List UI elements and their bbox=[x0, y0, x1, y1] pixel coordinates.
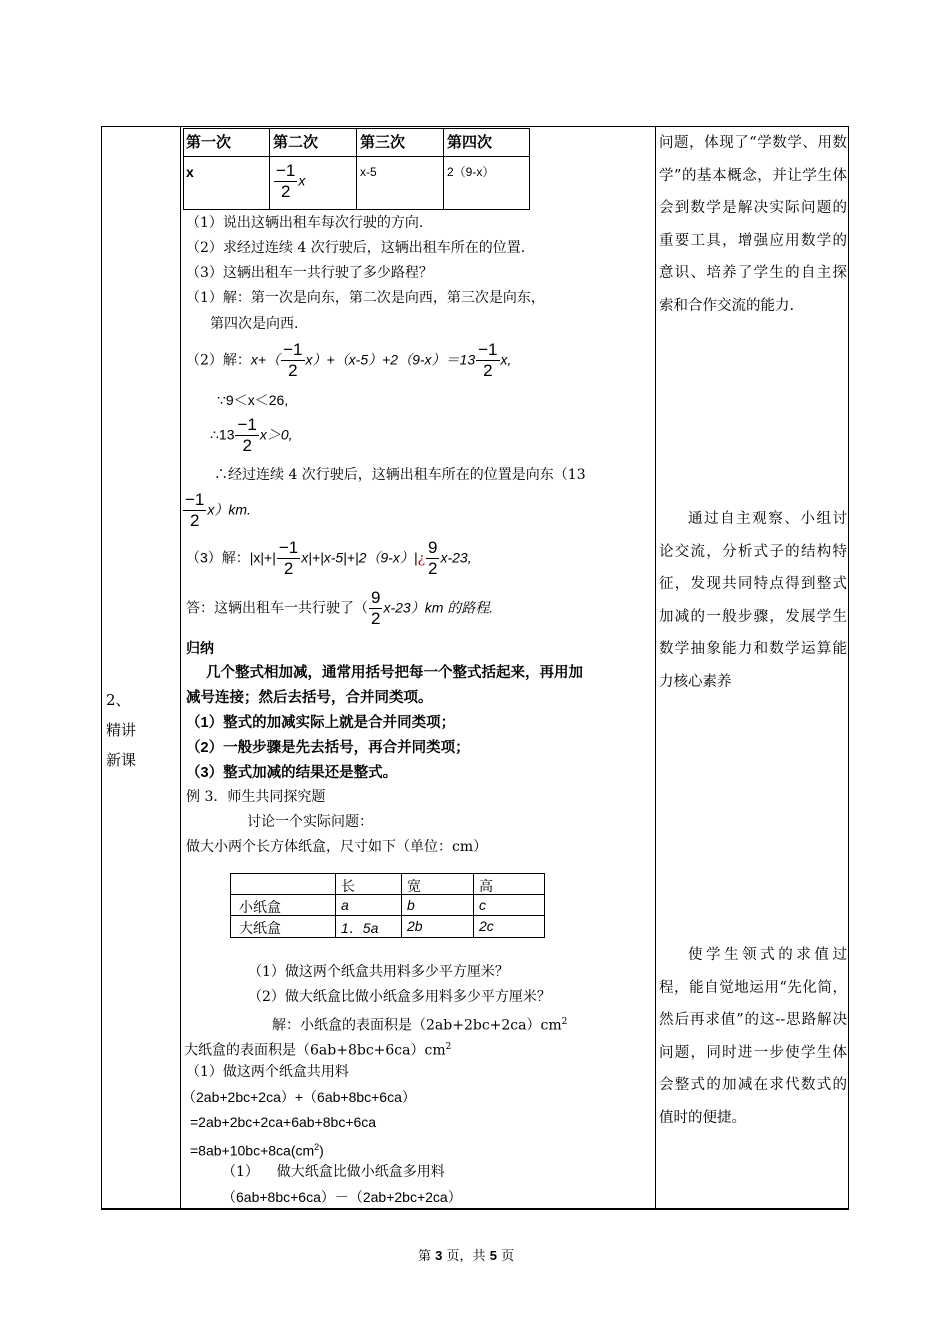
example3-discuss: 讨论一个实际问题： bbox=[247, 814, 373, 830]
example3-q2: （2）做大纸盒比做小纸盒多用料多少平方厘米？ bbox=[248, 989, 551, 1005]
example3-expr4: （6ab+8bc+6ca）－（2ab+2bc+2ca） bbox=[222, 1189, 462, 1205]
example3-q1: （1）做这两个纸盒共用料多少平方厘米？ bbox=[248, 964, 509, 980]
section-number: 2、 bbox=[106, 691, 131, 709]
example3-part2: （1） 做大纸盒比做小纸盒多用料 bbox=[222, 1164, 445, 1180]
solution-3: （3）解：|x|+| $\frac{-1}{2}$ x|+|x-5|+|2（9-x）|¿ $\frac{9}{2}$ x-23, bbox=[186, 538, 472, 578]
dim-header-width: 宽 bbox=[407, 879, 421, 895]
example3-expr3: $=8ab+10bc+8ca(cm^2)$ bbox=[190, 1142, 324, 1159]
summary-p1a: 几个整式相加减，通常用括号把每一个整式括起来，再用加 bbox=[206, 665, 583, 681]
summary-p2: （1）整式的加减实际上就是合并同类项； bbox=[186, 715, 456, 731]
question-2: （2）求经过连续 4 次行驶后，这辆出租车所在的位置. bbox=[186, 240, 526, 256]
question-1: （1）说出这辆出租车每次行驶的方向. bbox=[186, 215, 424, 231]
outer-table-left bbox=[101, 126, 102, 1210]
answer-line: 答：这辆出租车一共行驶了（ $\frac{9}{2}$ x-23）km 的路程. bbox=[186, 588, 494, 628]
page-footer: 第 3 页，共 5 页 bbox=[418, 1248, 515, 1264]
dim-row2-a: 1．5a bbox=[341, 920, 379, 936]
dim-row2-b: 2b bbox=[407, 918, 423, 934]
summary-p1b: 减号连接；然后去括号，合并同类项。 bbox=[186, 690, 433, 706]
example3-part1: （1）做这两个纸盒共用料 bbox=[186, 1064, 349, 1080]
top-table-cell-2: $\frac{-1}{2}$ x bbox=[276, 161, 306, 201]
right-note-1: 问题，体现了“学数学、用数学”的基本概念，并让学生体会到数学是解决实际问题的重要工具，增强应用数学的意识、培养了学生的自主探索和合作交流的能力. bbox=[659, 135, 847, 314]
summary-title: 归纳 bbox=[186, 640, 214, 656]
right-note-2: 通过自主观察、小组讨论交流，分析式子的结构特征，发现共同特点得到整式加减的一般步骤，发展学生数学抽象能力和数学运算能力核心素养 bbox=[659, 511, 847, 690]
dim-row2-label: 大纸盒 bbox=[239, 921, 281, 937]
section-label-1: 精讲 bbox=[106, 721, 137, 739]
outer-table-right bbox=[848, 126, 849, 1210]
top-table-header-1: 第一次 bbox=[186, 134, 232, 151]
solution-1b: 第四次是向西. bbox=[210, 316, 299, 332]
example3-expr1: （2ab+2bc+2ca）+（6ab+8bc+6ca） bbox=[182, 1089, 416, 1105]
conclusion-cont: $\frac{-1}{2}$ x）km. bbox=[185, 490, 251, 530]
summary-p4: （3）整式加减的结果还是整式。 bbox=[186, 765, 398, 781]
dim-row1-label: 小纸盒 bbox=[239, 900, 281, 916]
dim-row1-a: a bbox=[341, 897, 349, 913]
dim-header-length: 长 bbox=[341, 879, 355, 895]
top-table-header-3: 第三次 bbox=[360, 134, 406, 151]
dimension-table bbox=[230, 873, 545, 938]
top-table bbox=[183, 128, 530, 210]
solution-1a: （1）解：第一次是向东，第二次是向西，第三次是向东， bbox=[186, 290, 545, 306]
example3-title: 例 3．师生共同探究题 bbox=[186, 789, 326, 805]
dim-header-height: 高 bbox=[479, 879, 493, 895]
top-table-header-4: 第四次 bbox=[447, 134, 493, 151]
top-table-header-2: 第二次 bbox=[273, 134, 319, 151]
example3-expr2: =2ab+2bc+2ca+6ab+8bc+6ca bbox=[190, 1114, 377, 1130]
outer-table-col3 bbox=[655, 126, 656, 1210]
question-3: （3）这辆出租车一共行驶了多少路程？ bbox=[186, 265, 433, 281]
dim-row2-c: 2c bbox=[479, 918, 494, 934]
outer-table-col2 bbox=[180, 126, 181, 1210]
example3-sol2: 大纸盒的表面积是$(6ab+8bc+6ca)cm^2$ bbox=[184, 1042, 452, 1059]
top-table-cell-3: x-5 bbox=[360, 165, 377, 179]
therefore-line: ∴13 $\frac{-1}{2}$ x＞0, bbox=[210, 415, 293, 455]
example3-sol1: 解：小纸盒的表面积是$(2ab+2bc+2ca)cm^2$ bbox=[272, 1017, 568, 1034]
dim-row1-c: c bbox=[479, 897, 486, 913]
example3-make: 做大小两个长方体纸盒，尺寸如下（单位：cm） bbox=[186, 839, 488, 855]
conclusion-line: ∴经过连续 4 次行驶后，这辆出租车所在的位置是向东（13 bbox=[214, 467, 586, 483]
outer-table-bottom bbox=[101, 1208, 849, 1210]
solution-2: （2）解：x+（ $\frac{-1}{2}$ x）+（x-5）+2（9-x）＝13 $\frac{-1}{2}$ x, bbox=[186, 340, 512, 380]
summary-p3: （2）一般步骤是先去括号，再合并同类项； bbox=[186, 740, 470, 756]
top-table-cell-4: 2（9-x） bbox=[447, 165, 495, 179]
dim-row1-b: b bbox=[407, 897, 415, 913]
top-table-cell-1: x bbox=[186, 164, 194, 180]
section-label-2: 新课 bbox=[106, 751, 137, 769]
because-line: ∵9＜x＜26, bbox=[217, 392, 289, 408]
right-note-3: 使学生领式的求值过程，能自觉地运用“先化简，然后再求值”的这--思路解决问题，同时进一步使学生体会整式的加减在求代数式的值时的便捷。 bbox=[659, 947, 847, 1126]
